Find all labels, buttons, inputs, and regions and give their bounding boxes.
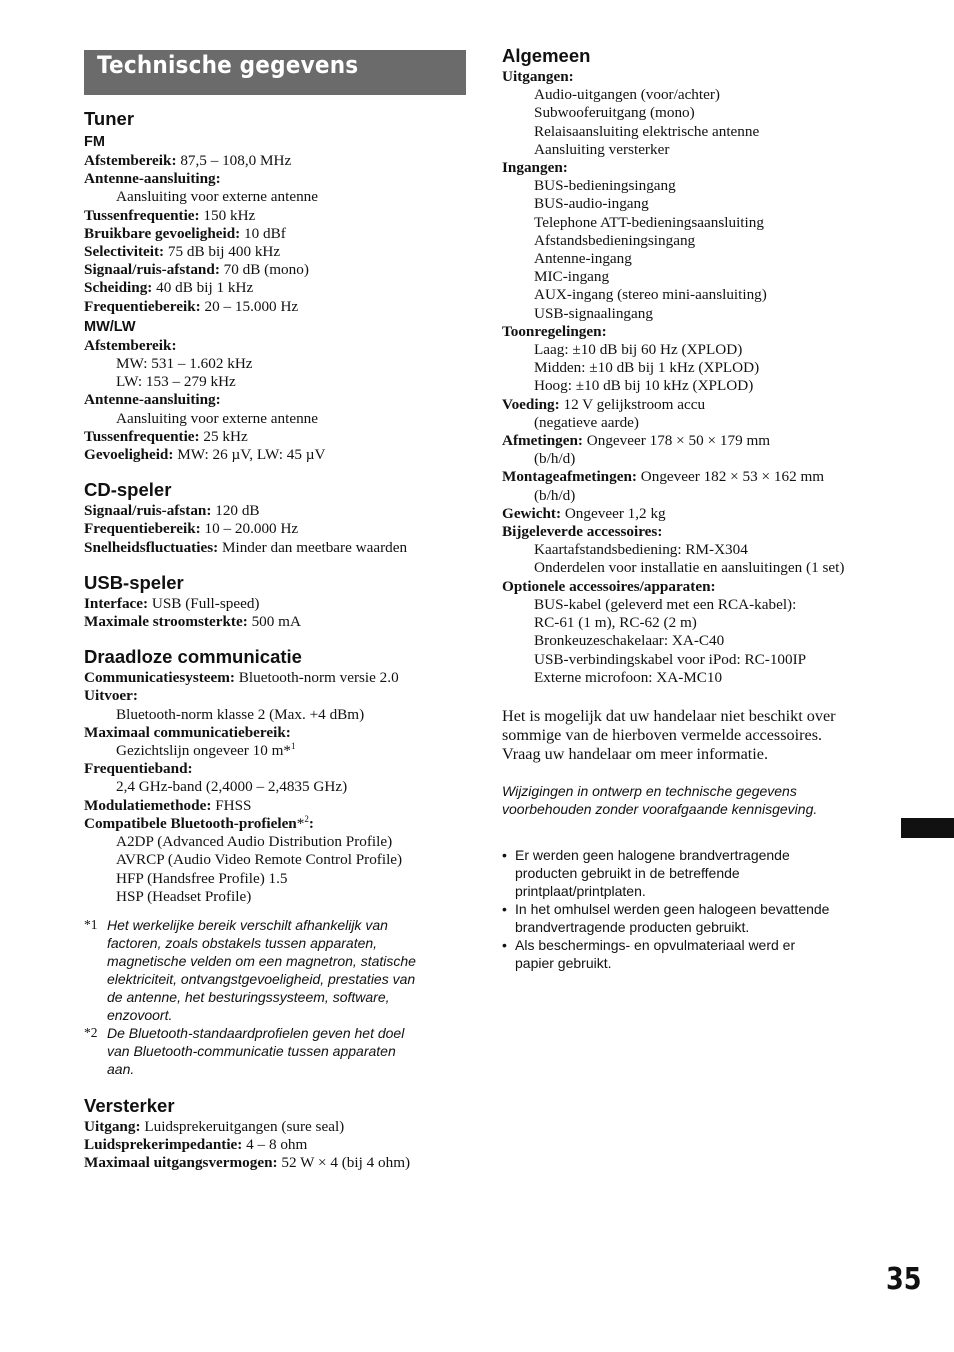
spec-value: RC-61 (1 m), RC-62 (2 m) [534, 614, 697, 632]
spec-line: Montageafmetingen: Ongeveer 182 × 53 × 162 mm [502, 468, 825, 486]
page-number: 35 [886, 1262, 922, 1297]
spec-value: USB-signaalingang [534, 304, 653, 322]
spec-value: LW: 153 – 279 kHz [116, 373, 236, 391]
spec-line: Afstembereik: 87,5 – 108,0 MHz [84, 152, 292, 169]
section-tab-marker [901, 818, 954, 838]
spec-line: Frequentieband: [84, 760, 193, 778]
spec-line: Toonregelingen: [502, 322, 607, 340]
spec-value: BUS-bedieningsingang [534, 177, 676, 195]
page-title: Technische gegevens [97, 51, 359, 79]
spec-line: Modulatiemethode: FHSS [84, 796, 252, 814]
bullet-item: • Als beschermings- en opvulmateriaal werd er papier gebruikt. [502, 936, 796, 971]
spec-value: Aansluiting voor externe antenne [116, 188, 319, 206]
section-heading-usb: USB-speler [84, 571, 184, 593]
spec-value: (b/h/d) [534, 486, 576, 504]
section-heading-amp: Versterker [84, 1094, 175, 1116]
spec-value: Antenne-ingang [534, 250, 632, 268]
spec-line: Compatibele Bluetooth-profielen*$^2$: [84, 813, 314, 832]
bullet-item: • Er werden geen halogene brandvertragende producten gebruikt in de betreffende printplaat/printplaten. [502, 846, 790, 899]
spec-value: USB-verbindingskabel voor iPod: RC-100IP [534, 650, 807, 668]
spec-line: Interface: USB (Full-speed) [84, 594, 260, 612]
spec-line: Tussenfrequentie: 150 kHz [84, 206, 256, 224]
spec-value: Audio-uitgangen (voor/achter) [534, 86, 720, 104]
page-title-bar [84, 50, 466, 95]
spec-value: Externe microfoon: XA-MC10 [534, 668, 723, 686]
spec-line: Uitvoer: [84, 687, 138, 705]
spec-value: Afstandsbedieningsingang [534, 231, 696, 249]
dealer-note: Het is mogelijk dat uw handelaar niet beschikt over sommige van de hierboven vermelde accessoires. Vraag uw handelaar om meer informatie. [502, 706, 836, 763]
spec-line: Gewicht: Ongeveer 1,2 kg [502, 504, 666, 522]
spec-line: Afmetingen: Ongeveer 178 × 50 × 179 mm [502, 432, 771, 450]
section-heading-wireless: Draadloze communicatie [84, 646, 302, 668]
spec-value: Gezichtslijn ongeveer 10 m*$^1$ [116, 741, 296, 760]
footnote-1: *1 Het werkelijke bereik verschilt afhankelijk van factoren, zoals obstakels tussen apparaten, magnetische velden om een magnetron, statische elektriciteit, ontvangstgevoeligheid, prestaties van de antenne, het besturingssysteem, software, enzovoort. [84, 916, 416, 1023]
spec-line: Uitgangen: [502, 68, 574, 85]
spec-line: Bruikbare gevoeligheid: 10 dBf [84, 224, 286, 242]
spec-line: Antenne-aansluiting: [84, 170, 221, 188]
spec-value: Telephone ATT-bedieningsaansluiting [534, 213, 764, 231]
profile-item: A2DP (Advanced Audio Distribution Profile) [116, 833, 393, 851]
change-note: Wijzigingen in ontwerp en technische gegevens voorbehouden zonder voorafgaande kennisgeving. [502, 782, 818, 817]
spec-value: MW: 531 – 1.602 kHz [116, 355, 253, 373]
footnote-2: *2 De Bluetooth-standaardprofielen geven het doel van Bluetooth-communicatie tussen apparaten aan. [84, 1024, 405, 1077]
spec-value: MIC-ingang [534, 268, 610, 286]
spec-value: (b/h/d) [534, 450, 576, 468]
right-column [502, 45, 902, 972]
spec-line: Ingangen: [502, 159, 568, 177]
spec-value: Aansluiting voor externe antenne [116, 409, 319, 427]
spec-line: Bijgeleverde accessoires: [502, 523, 663, 541]
spec-line: Frequentiebereik: 20 – 15.000 Hz [84, 297, 299, 315]
spec-value: Onderdelen voor installatie en aansluitingen (1 set) [534, 559, 845, 577]
section-heading-general: Algemeen [502, 45, 591, 66]
spec-line: Luidsprekerimpedantie: 4 – 8 ohm [84, 1136, 308, 1154]
spec-line: Maximaal communicatiebereik: [84, 723, 291, 741]
spec-line: Snelheidsfluctuaties: Minder dan meetbare waarden [84, 538, 408, 556]
bullet-item: • In het omhulsel werden geen halogeen bevattende brandvertragende producten gebruikt. [502, 900, 830, 935]
spec-line: Selectiviteit: 75 dB bij 400 kHz [84, 243, 281, 261]
spec-value: Aansluiting versterker [534, 140, 670, 158]
spec-value: Relaisaansluiting elektrische antenne [534, 122, 760, 140]
spec-value: Laag: ±10 dB bij 60 Hz (XPLOD) [534, 341, 743, 359]
spec-line: Tussenfrequentie: 25 kHz [84, 427, 248, 445]
spec-value: 2,4 GHz-band (2,4000 – 2,4835 GHz) [116, 778, 348, 796]
spec-line: Voeding: 12 V gelijkstroom accu [502, 395, 706, 413]
spec-line: Maximaal uitgangsvermogen: 52 W × 4 (bij 4 ohm) [84, 1154, 411, 1172]
profile-item: AVRCP (Audio Video Remote Control Profile) [116, 851, 403, 869]
left-column [84, 50, 466, 1173]
spec-value: Midden: ±10 dB bij 1 kHz (XPLOD) [534, 359, 760, 377]
spec-value: BUS-kabel (geleverd met een RCA-kabel): [534, 595, 797, 613]
spec-line: Signaal/ruis-afstan: 120 dB [84, 502, 260, 520]
profile-item: HFP (Handsfree Profile) 1.5 [116, 869, 288, 887]
spec-line: Gevoeligheid: MW: 26 µV, LW: 45 µV [84, 446, 326, 464]
spec-value: Subwooferuitgang (mono) [534, 104, 695, 122]
spec-line: Optionele accessoires/apparaten: [502, 577, 716, 595]
spec-value: Hoog: ±10 dB bij 10 kHz (XPLOD) [534, 377, 754, 395]
spec-line: Antenne-aansluiting: [84, 391, 221, 409]
spec-value: Kaartafstandsbediening: RM-X304 [534, 541, 748, 559]
spec-line: Frequentiebereik: 10 – 20.000 Hz [84, 520, 299, 538]
subheading-fm: FM [84, 134, 105, 150]
spec-line: Scheiding: 40 dB bij 1 kHz [84, 279, 254, 297]
subheading-mwlw: MW/LW [84, 318, 136, 335]
spec-line: Afstembereik: [84, 336, 177, 354]
profile-item: HSP (Headset Profile) [116, 887, 252, 905]
spec-value: (negatieve aarde) [534, 413, 639, 431]
spec-value: BUS-audio-ingang [534, 195, 649, 213]
spec-line: Communicatiesysteem: Bluetooth-norm versie 2.0 [84, 669, 399, 687]
spec-value: Bluetooth-norm klasse 2 (Max. +4 dBm) [116, 705, 365, 723]
section-heading-cd: CD-speler [84, 479, 172, 501]
spec-line: Maximale stroomsterkte: 500 mA [84, 613, 301, 631]
spec-value: Bronkeuzeschakelaar: XA-C40 [534, 632, 725, 650]
section-heading-tuner: Tuner [84, 108, 135, 129]
spec-value: AUX-ingang (stereo mini-aansluiting) [534, 286, 767, 304]
spec-line: Uitgang: Luidsprekeruitgangen (sure seal) [84, 1117, 345, 1135]
spec-line: Signaal/ruis-afstand: 70 dB (mono) [84, 261, 309, 279]
